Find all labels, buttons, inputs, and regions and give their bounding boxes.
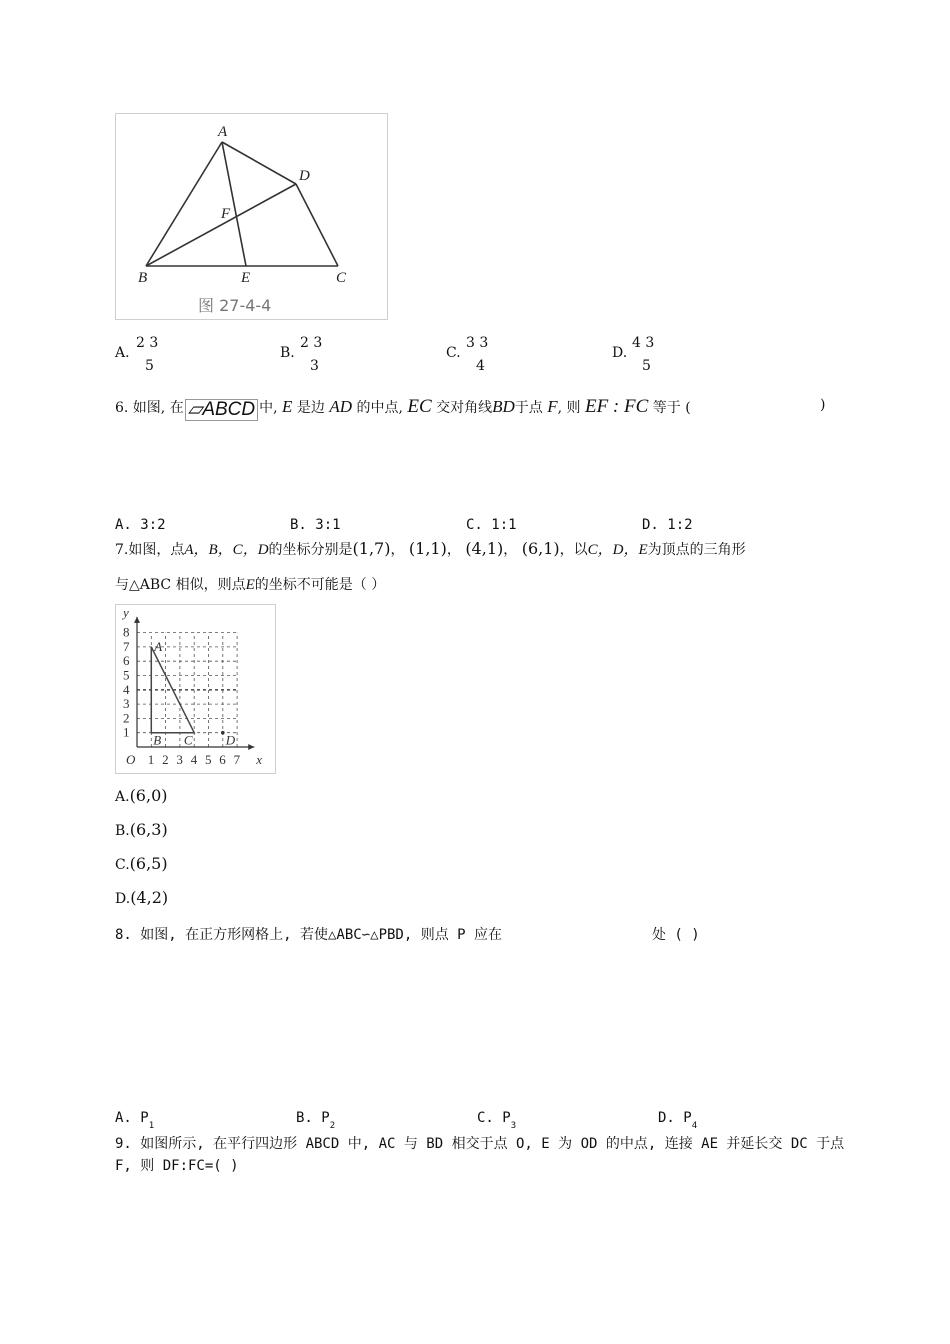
- question-7-line-1: 7.如图，点A，B，C，D的坐标分别是(1,7)， (1,1)， (4,1)， (6,1)，以C，D，E为顶点的三角形: [115, 539, 746, 558]
- q6-text: 等于 (: [652, 400, 691, 416]
- y-tick-label: 2: [123, 710, 130, 726]
- question-9-line-1: 9. 如图所示, 在平行四边形 ABCD 中, AC 与 BD 相交于点 O, E 为 OD 的中点, 连接 AE 并延长交 DC 于点: [115, 1136, 845, 1152]
- math-ad: AD: [329, 397, 352, 416]
- question-8-text: 8. 如图, 在正方形网格上, 若使△ABC∽△PBD, 则点 P 应在: [115, 927, 503, 943]
- q6-prefix: 6. 如图, 在: [115, 400, 184, 416]
- option-value: (6,5): [129, 854, 168, 873]
- x-tick-label: 6: [219, 752, 226, 767]
- option-top: 4 3: [632, 335, 655, 351]
- option-label: C.: [115, 857, 130, 873]
- q7-text: 为顶点的三角形: [647, 542, 746, 558]
- math-f: F: [547, 397, 558, 416]
- option-top: 2 3: [136, 335, 159, 351]
- y-tick-label: 4: [123, 681, 130, 697]
- q6-text: 交对角线: [436, 400, 493, 416]
- option-label: B.: [280, 345, 295, 361]
- q8-option-a[interactable]: [115, 1110, 154, 1131]
- option-label: D.: [115, 891, 131, 907]
- x-tick-label: 3: [176, 752, 183, 767]
- origin-label: O: [126, 752, 136, 767]
- option-bottom: 4: [476, 358, 485, 374]
- figure-caption: 图 27-4-4: [198, 296, 272, 315]
- math-ratio: EF : FC: [584, 396, 649, 417]
- point-label-e: E: [241, 270, 251, 286]
- point-d: [221, 731, 225, 735]
- option-bottom: 5: [145, 358, 154, 374]
- q6-text: 是边: [296, 400, 325, 416]
- q7-text: 的坐标分别是: [268, 542, 353, 558]
- x-axis-arrow: [248, 744, 254, 750]
- q7-text: 与△ABC 相似，则点: [115, 577, 246, 593]
- question-6: [115, 396, 691, 421]
- point-label-d: D: [299, 168, 310, 184]
- point-label: C: [183, 732, 193, 748]
- point-label-a: A: [218, 124, 228, 140]
- x-tick-label: 1: [147, 752, 155, 767]
- grid-svg: [116, 605, 275, 773]
- coord-d: (6,1): [521, 539, 560, 558]
- q6-text: 于点: [514, 400, 543, 416]
- y-tick-label: 3: [123, 696, 130, 712]
- math-e: E: [245, 577, 255, 593]
- option-label: A.: [115, 789, 130, 805]
- coordinate-grid-figure: [115, 604, 276, 774]
- option-label: B.: [115, 823, 130, 839]
- y-tick-label: 1: [123, 724, 130, 740]
- figure-27-4-4: [115, 113, 388, 320]
- q8-option-b[interactable]: [296, 1110, 335, 1131]
- parallelogram-symbol: ▱ABCD: [185, 399, 258, 421]
- q7-text: 7.如图，点: [115, 542, 185, 558]
- option-sub: 3: [510, 1121, 517, 1131]
- x-axis-label: x: [256, 752, 263, 767]
- segment-bd: [146, 184, 296, 266]
- option-value: (6,0): [129, 786, 168, 805]
- x-tick-label: 7: [233, 752, 241, 767]
- math-e: E: [282, 397, 293, 416]
- edge-ab: [146, 142, 222, 266]
- y-tick-label: 5: [123, 667, 130, 683]
- q7-text: 的坐标不可能是（ ）: [254, 577, 386, 593]
- q6-option-b[interactable]: B. 3:1: [290, 517, 341, 533]
- option-label: D.: [612, 345, 628, 361]
- option-sub: 1: [148, 1121, 155, 1131]
- point-label-b: B: [138, 270, 148, 286]
- math-bd: BD: [492, 397, 515, 416]
- q7-option-c[interactable]: [115, 854, 168, 873]
- q6-option-a[interactable]: A. 3:2: [115, 517, 166, 533]
- option-label: A.: [115, 345, 130, 361]
- q6-text: 中,: [259, 400, 278, 416]
- q6-option-c[interactable]: C. 1:1: [466, 517, 517, 533]
- option-top: 2 3: [300, 335, 323, 351]
- coord-b: (1,1): [408, 539, 447, 558]
- edge-dc: [296, 184, 338, 266]
- point-label: B: [153, 732, 162, 748]
- q7-points: A，B，C，D: [184, 542, 269, 558]
- option-bottom: 3: [310, 358, 319, 374]
- triangle-figure: [116, 114, 387, 319]
- x-tick-label: 5: [205, 752, 212, 767]
- q7-points-2: C，D，E: [587, 542, 648, 558]
- option-value: (4,2): [130, 888, 169, 907]
- question-9-line-2: F, 则 DF:FC=( ): [115, 1158, 239, 1174]
- q6-close-paren: ): [820, 397, 826, 413]
- option-sub: 4: [691, 1121, 698, 1131]
- option-top: 3 3: [466, 335, 489, 351]
- y-tick-label: 6: [123, 653, 130, 669]
- q7-option-a[interactable]: [115, 786, 168, 805]
- segment-ae: [222, 142, 246, 266]
- option-label: A. P: [115, 1110, 149, 1126]
- coord-c: (4,1): [465, 539, 504, 558]
- point-label-c: C: [336, 270, 347, 286]
- q7-option-d[interactable]: [115, 888, 168, 907]
- point-label: A: [154, 638, 163, 654]
- y-axis-arrow: [134, 617, 140, 623]
- math-ec: EC: [407, 396, 432, 417]
- y-axis-label: y: [123, 605, 129, 620]
- edge-ad: [222, 142, 296, 184]
- question-7-line-2: [115, 574, 385, 594]
- x-tick-label: 2: [162, 752, 169, 767]
- point-label: D: [225, 732, 236, 748]
- q6-text: 的中点,: [356, 400, 403, 416]
- q8-option-d[interactable]: [658, 1110, 697, 1131]
- point-label-f: F: [221, 206, 231, 222]
- x-tick-label: 4: [190, 752, 198, 767]
- option-label: C.: [446, 345, 461, 361]
- option-bottom: 5: [642, 358, 651, 374]
- coord-a: (1,7): [352, 539, 391, 558]
- y-tick-label: 8: [123, 624, 130, 640]
- option-label: B. P: [296, 1110, 330, 1126]
- option-label: C. P: [477, 1110, 511, 1126]
- q8-option-c[interactable]: [477, 1110, 516, 1131]
- q6-text: , 则: [557, 400, 581, 416]
- y-tick-label: 7: [123, 638, 130, 654]
- q7-option-b[interactable]: [115, 820, 168, 839]
- option-label: D. P: [658, 1110, 692, 1126]
- q6-option-d[interactable]: D. 1:2: [642, 517, 693, 533]
- question-8-tail: 处 ( ): [652, 927, 700, 943]
- q7-text: ，以: [559, 542, 588, 558]
- option-sub: 2: [329, 1121, 336, 1131]
- option-value: (6,3): [129, 820, 168, 839]
